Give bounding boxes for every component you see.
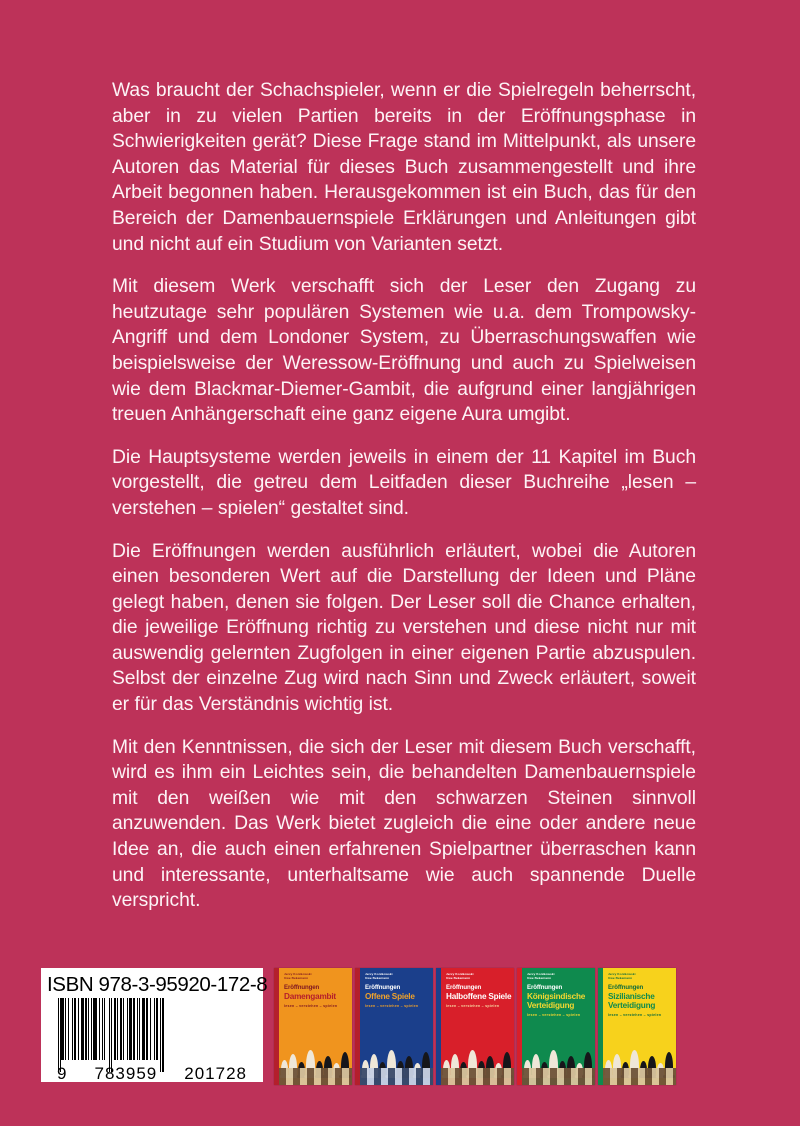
- barcode-digit-group-1: 783959: [94, 1064, 158, 1083]
- isbn-number-label: ISBN 978-3-95920-172-8: [47, 973, 268, 996]
- book-series-word: Eröffnungen: [608, 984, 644, 992]
- book-authors: Jerzy Konikowski Uwe Bekemann: [365, 972, 393, 981]
- series-book-thumbnails: [274, 968, 676, 1085]
- series-book-thumbnail[interactable]: [355, 968, 433, 1085]
- chess-board: [522, 1068, 595, 1085]
- book-authors: Jerzy Konikowski Uwe Bekemann: [608, 972, 636, 981]
- chess-board: [603, 1068, 676, 1085]
- barcode-digit-group-2: 201728: [184, 1064, 247, 1083]
- book-series-word: Eröffnungen: [365, 984, 401, 992]
- blurb-paragraph: Mit den Kenntnissen, die sich der Leser mit diesem Buch verschafft, wird es ihm ein Leichtes sein, die behandelten Damenbauernspiele mit den weißen wie mit den schwarzen Steinen sinnvoll anzuwenden. Das Werk bietet zugleich die eine oder andere neue Idee an, die auch einen erfahrenen Spielpartner überraschen kann und interessante, unterhaltsame wie auch spannende Duelle verspricht.: [112, 736, 696, 912]
- chess-board: [360, 1068, 433, 1085]
- book-authors: Jerzy Konikowski Uwe Bekemann: [446, 972, 474, 981]
- barcode-space: [164, 998, 167, 1060]
- barcode-digit-left: 9: [57, 1064, 68, 1083]
- book-chess-photo: [360, 1030, 433, 1085]
- chess-board: [279, 1068, 352, 1085]
- book-chess-photo: [603, 1030, 676, 1085]
- book-title: Königsindische Verteidigung: [527, 992, 586, 1011]
- book-subtitle: lesen – verstehen – spielen: [284, 1004, 338, 1009]
- book-subtitle: lesen – verstehen – spielen: [527, 1013, 581, 1018]
- book-front-face: [603, 968, 676, 1085]
- book-subtitle: lesen – verstehen – spielen: [446, 1004, 500, 1009]
- book-chess-photo: [279, 1030, 352, 1085]
- book-front-face: [522, 968, 595, 1085]
- book-authors: Jerzy Konikowski Uwe Bekemann: [284, 972, 312, 981]
- barcode-bars: [55, 998, 249, 1060]
- chess-board: [441, 1068, 514, 1085]
- book-title: Offene Spiele: [365, 992, 415, 1002]
- book-front-face: [279, 968, 352, 1085]
- blurb-paragraph: Mit diesem Werk verschafft sich der Leser den Zugang zu heutzutage sehr populären Systemen wie u.a. dem Trompowsky-Angriff und dem Londoner System, zu Überraschungswaffen wie beispielsweise der Weressow-Eröffnung und auch zu Spielweisen wie dem Blackmar-Diemer-Gambit, die aufgrund einer langjährigen treuen Anhängerschaft eine ganz eigene Aura umgibt.: [112, 276, 696, 426]
- book-chess-photo: [522, 1030, 595, 1085]
- isbn-barcode-block: [41, 968, 268, 1083]
- book-chess-photo: [441, 1030, 514, 1085]
- book-title: Sizilianische Verteidigung: [608, 992, 656, 1011]
- blurb-text-block: [112, 78, 696, 914]
- book-title: Halboffene Spiele: [446, 992, 512, 1002]
- series-book-thumbnail[interactable]: [517, 968, 595, 1085]
- book-series-word: Eröffnungen: [527, 984, 563, 992]
- book-series-word: Eröffnungen: [284, 984, 320, 992]
- book-subtitle: lesen – verstehen – spielen: [365, 1004, 419, 1009]
- series-book-thumbnail[interactable]: [598, 968, 676, 1085]
- book-authors: Jerzy Konikowski Uwe Bekemann: [527, 972, 555, 981]
- book-series-word: Eröffnungen: [446, 984, 482, 992]
- barcode-graphic: [55, 998, 249, 1083]
- blurb-paragraph: Die Eröffnungen werden ausführlich erläutert, wobei die Autoren einen besonderen Wert auf die Darstellung der Ideen und Pläne gelegt haben, denen sie folgen. Der Leser soll die Chance erhalten, die jeweilige Eröffnung richtig zu verstehen und diese nicht nur mit auswendig gelernten Zugfolgen in einer eigenen Partie abzuspulen. Selbst der einzelne Zug wird nach Sinn und Zweck erläutert, soweit er für das Verständnis wichtig ist.: [112, 540, 696, 716]
- blurb-paragraph: Was braucht der Schachspieler, wenn er die Spielregeln beherrscht, aber in zu vielen Partien bereits in der Eröffnungsphase in Schwierigkeiten gerät? Diese Frage stand im Mittelpunkt, als unsere Autoren das Material für dieses Buch zusammengestellt und ihre Arbeit begonnen haben. Herausgekommen ist ein Buch, das für den Bereich der Damenbauernspiele Erklärungen und Anleitungen gibt und nicht auf ein Studium von Varianten setzt.: [112, 80, 696, 255]
- book-subtitle: lesen – verstehen – spielen: [608, 1013, 662, 1018]
- blurb-paragraph: Die Hauptsysteme werden jeweils in einem der 11 Kapitel im Buch vorgestellt, die getreu dem Leitfaden dieser Buchreihe „lesen – verstehen – spielen“ gestaltet sind.: [112, 446, 696, 519]
- barcode-digit-row: [55, 1060, 249, 1082]
- book-front-face: [441, 968, 514, 1085]
- book-title: Damengambit: [284, 992, 336, 1002]
- series-book-thumbnail[interactable]: [274, 968, 352, 1085]
- book-front-face: [360, 968, 433, 1085]
- series-book-thumbnail[interactable]: [436, 968, 514, 1085]
